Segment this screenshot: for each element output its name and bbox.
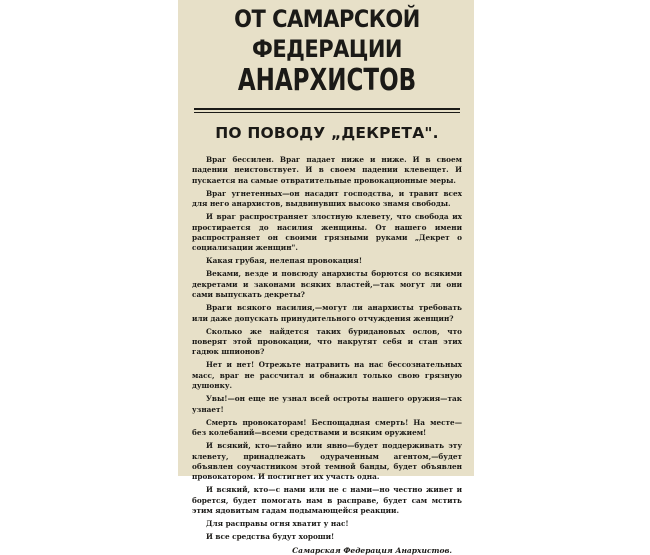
header-line-2: АНАРХИСТОВ <box>237 64 417 98</box>
paragraph: Враги всякого насилия,—могут ли анархисты требовать или даже допускать принудительного отчуждения женщин? <box>192 303 462 323</box>
header-divider-thin <box>194 112 460 113</box>
paragraph: Для расправы огня хватит у нас! <box>206 519 349 529</box>
signature: Самарская Федерация Анархистов. <box>292 545 452 555</box>
paragraph: Увы!—он еще не узнал всей остроты нашего оружия—так узнает! <box>192 394 462 414</box>
paragraph: Враг угнетенных—он насадит господства, и травит всех для него анархистов, выдвинувших высоко знамя свободы. <box>192 188 462 209</box>
paragraph: Сколько же найдется таких буридановых ослов, что поверят этой провокации, что накрутят себя и стан этих гадюк шпионов? <box>192 326 462 357</box>
paragraph: Враг бессилен. Враг падает ниже и ниже. И в своем падении неистовствует. И в своем падении клевещет. И пускается на самые отвратительные провокационные меры. <box>192 155 462 185</box>
leaflet-page <box>178 0 474 555</box>
header-line-1: ОТ САМАРСКОЙ ФЕДЕРАЦИИ <box>234 5 420 63</box>
paragraph: Смерть провокаторам! Беспощадная смерть! На месте—без колебаний—всеми средствами и всяким оружием! <box>192 417 462 438</box>
paragraph: И все средства будут хороши! <box>206 532 335 542</box>
body-text <box>192 155 462 543</box>
header-divider <box>194 108 460 110</box>
subtitle: ПО ПОВОДУ „ДЕКРЕТА". <box>215 124 439 142</box>
paragraph: И всякий, кто—с нами или не с нами—но честно живет и борется, будет помогать нам в расправе, будет сам мстить этим ядовитым гадам подымающейся реакции. <box>192 485 462 516</box>
paragraph: Нет и нет! Отрежьте натравить на нас бессознательных масс, враг не рассчитал и обнажил только свою грязную душонку. <box>192 360 462 391</box>
paragraph: Какая грубая, нелепая провокация! <box>206 256 363 266</box>
paragraph: Веками, везде и повсюду анархисты борются со всякими декретами и законами всяких властей,—так могут ли они сами выпускать декреты? <box>192 269 462 300</box>
paragraph: И враг распространяет злостную клевету, что свобода их простирается до насилия женщины. От нашего имени распространяет он своими грязными руками „Декрет о социализации женщин". <box>192 212 462 253</box>
paragraph: И всякий, кто—тайно или явно—будет поддерживать эту клевету, принадлежать одураченным агентом,—будет объявлен соучастником этой темной банды, будет объявлен провокатором. И постигнет их участь одна. <box>192 441 462 482</box>
